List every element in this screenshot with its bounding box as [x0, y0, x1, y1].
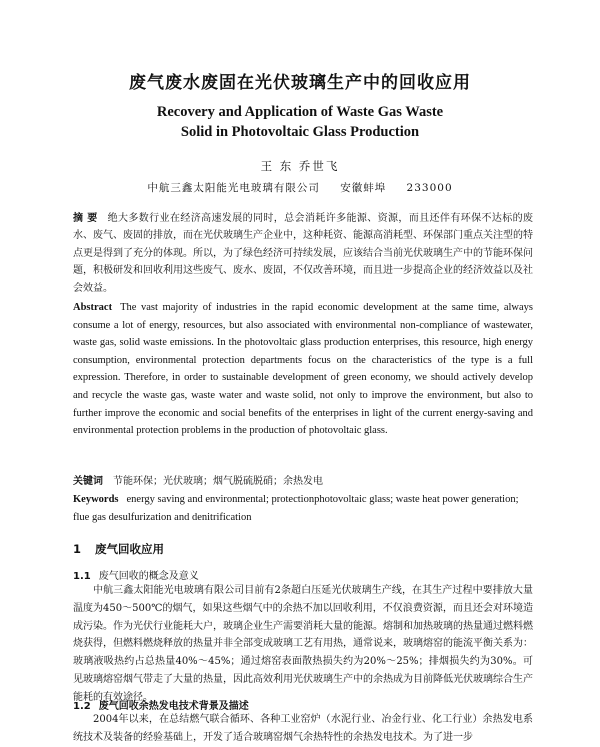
keywords-english-label: Keywords: [73, 494, 119, 505]
subsection-1-1-heading: [73, 567, 199, 582]
section-1-number: 1: [73, 542, 82, 556]
subsection-1-1-paragraph: 中航三鑫太阳能光电玻璃有限公司目前有2条超白压延光伏玻璃生产线，在其生产过程中要排放大量温度为450～500℃的烟气，如果这些烟气中的余热不加以回收利用，不仅浪费资源，而且还会对环境造成污染。作为光伏行业能耗大户，玻璃企业生产需要消耗大量的能源。熔制和加热玻璃的热量通过燃料燃烧获得，但燃料燃烧释放的热量并非全部变成玻璃工艺有用热，通常说来，玻璃熔窑的能流平衡关系为：玻璃液吸热约占总热量40%～45%；通过熔窑表面散热损失约为20%～25%；排烟损失约为30%。可见玻璃熔窑烟气带走了大量的热量，因此高效利用光伏玻璃生产中的余热成为目前降低光伏玻璃综合生产能耗的有效途径。: [73, 585, 533, 703]
keywords-english-text: energy saving and environmental; protectionphotovoltaic glass; waste heat power generation; flue gas desulfurization and denitrification: [73, 494, 519, 523]
subsection-1-2-number: 1.2: [73, 701, 91, 712]
subsection-1-1-title: 废气回收的概念及意义: [98, 571, 199, 582]
abstract-english-text: The vast majority of industries in the rapid economic development at the same time, always consume a lot of energy, resources, but also associated with environmental non-compliance of wastewater, waste gas, solid waste emissions. In the photovoltaic glass production enterprises, this resource, high energy consumption, environmental protection departments focus on the characteristics of the type is a full expression. Therefore, in order to sustainable development of green economy, we should actively develop and recycle the waste gas, waste water and waste solid, not only to improve the environment, but also to further improve the economic and social benefits of the enterprises in light of the current energy-saving and environmental protection problems in the production of photovoltaic glass.: [73, 302, 533, 437]
keywords-english: [73, 491, 533, 526]
subsection-1-1-number: 1.1: [73, 571, 91, 582]
section-1-heading: [73, 541, 164, 557]
keywords-chinese-label: 关键词: [73, 476, 103, 487]
subsection-1-2-title: 废气回收余热发电技术背景及描述: [98, 701, 249, 712]
affiliation: [0, 180, 600, 195]
title-chinese: 废气废水废固在光伏玻璃生产中的回收应用: [129, 73, 471, 93]
section-1-title: 废气回收应用: [95, 542, 165, 556]
keywords-chinese: [73, 473, 533, 490]
abstract-chinese-text: 绝大多数行业在经济高速发展的同时，总会消耗许多能源、资源，而且还伴有环保不达标的废水、废气、废固的排放，而在光伏玻璃生产企业中，这种耗资、能源高消耗型、环保部门重点关注型的特点更是得到了充分的体现。所以，为了绿色经济可持续发展，应该结合当前光伏玻璃生产中的节能环保问题，积极研发和回收利用这些废气、废水、废固，不仅改善环境，而且进一步提高企业的经济效益以及社会效益。: [73, 213, 534, 294]
abstract-english-label: Abstract: [73, 302, 113, 313]
abstract-english: [73, 299, 533, 440]
keywords-chinese-text: 节能环保；光伏玻璃；烟气脱硫脱硝；余热发电: [113, 476, 323, 487]
subsection-1-2-paragraph: 2004年以来，在总结燃气联合循环、各种工业窑炉（水泥行业、冶金行业、化工行业）余热发电系统技术及装备的经验基础上，开发了适合玻璃窑烟气余热特性的余热发电技术。为了进一步: [73, 714, 533, 743]
title-english-line-2: Solid in Photovoltaic Glass Production: [180, 124, 420, 140]
affiliation-city: 安徽蚌埠: [340, 182, 387, 194]
abstract-chinese-label: 摘 要: [73, 213, 98, 224]
affiliation-postcode: 233000: [406, 182, 453, 194]
title-english-line-1: Recovery and Application of Waste Gas Waste: [156, 104, 444, 120]
affiliation-org: 中航三鑫太阳能光电玻璃有限公司: [147, 182, 320, 194]
authors: 王 东 乔世飞: [260, 159, 340, 173]
subsection-1-2-heading: [73, 697, 249, 712]
abstract-chinese: [73, 210, 533, 297]
